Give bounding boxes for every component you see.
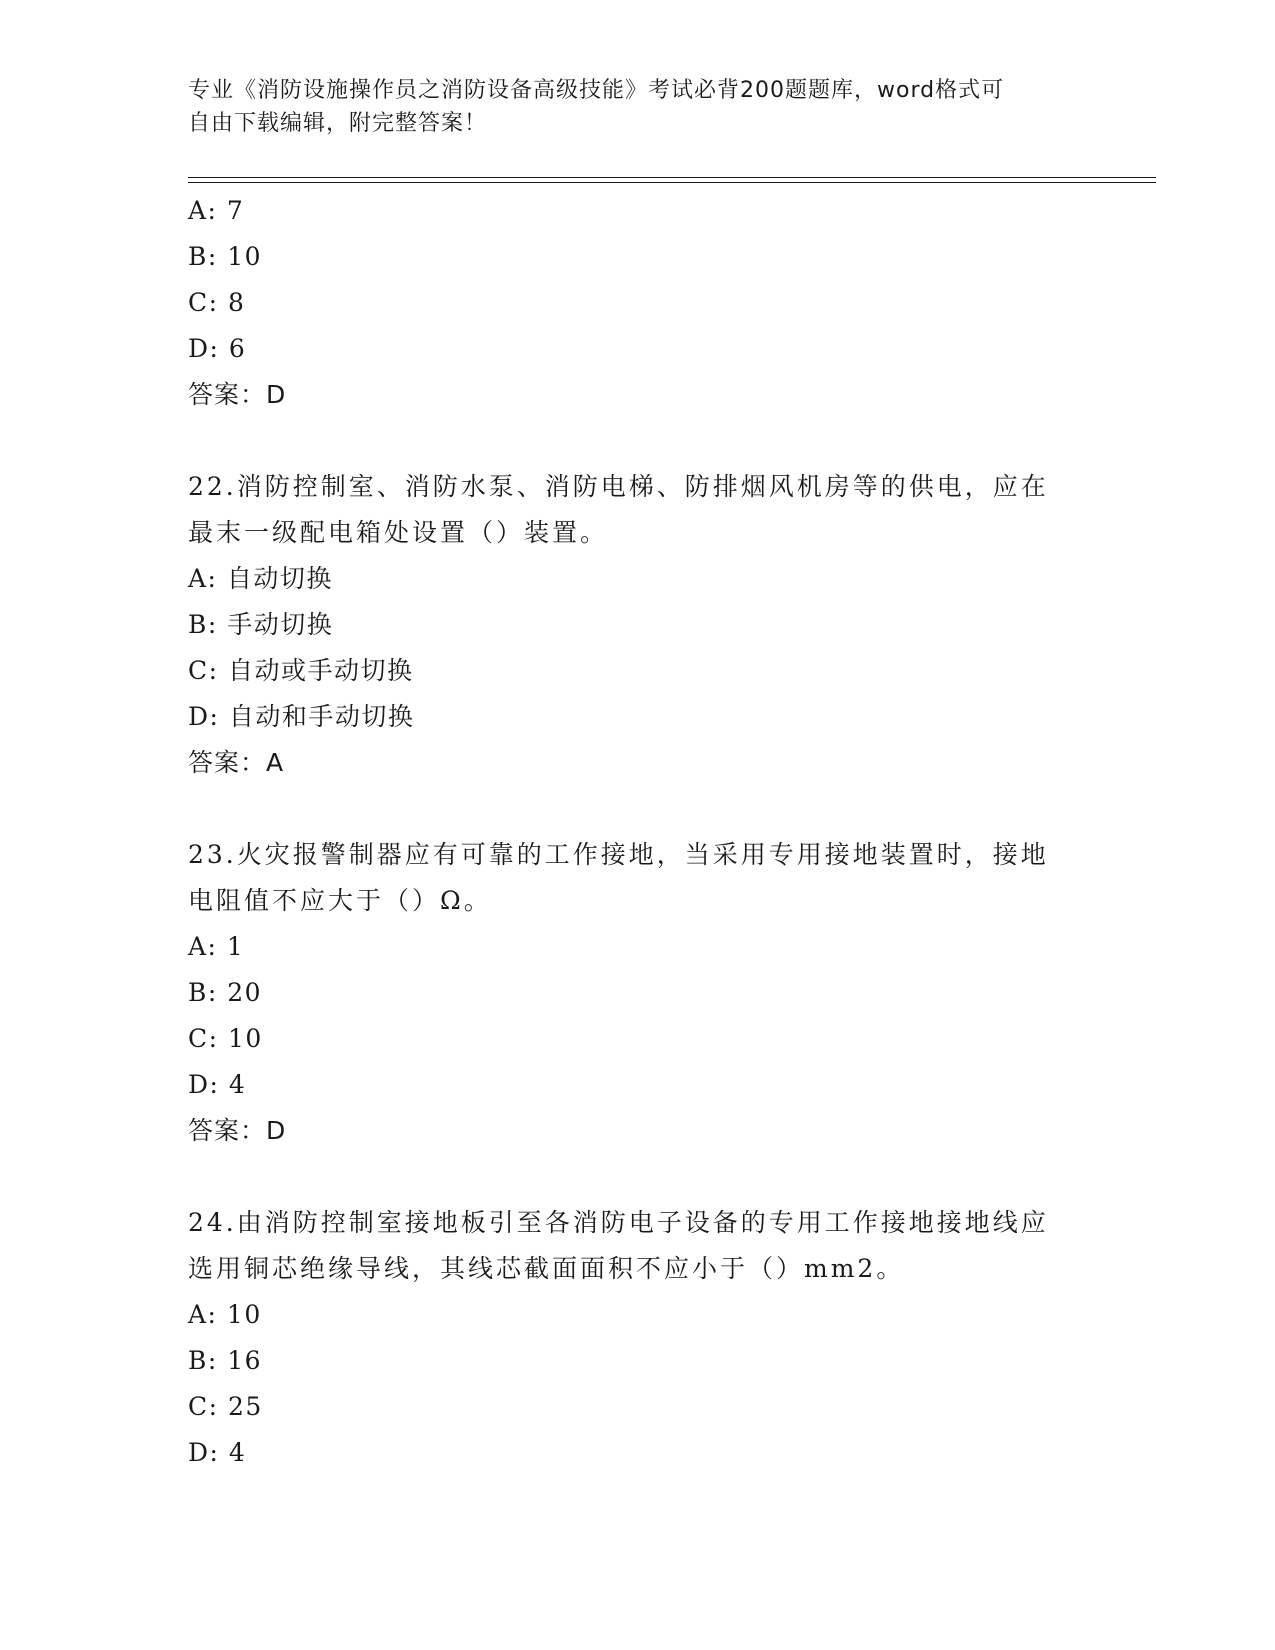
question-text-line-1: 24.由消防控制室接地板引至各消防电子设备的专用工作接地接地线应 [188, 1208, 1049, 1237]
question-text-line-2: 选用铜芯绝缘导线，其线芯截面面积不应小于（）mm2。 [188, 1254, 905, 1283]
answer: 答案：A [188, 748, 285, 777]
question-22 [188, 464, 1088, 786]
option-a: A: 自动切换 [188, 564, 333, 593]
option-b: B: 手动切换 [188, 610, 334, 639]
header-rule-bottom [188, 182, 1156, 183]
option-c: C: 10 [188, 1024, 263, 1053]
answer: 答案：D [188, 380, 287, 409]
document-body [188, 188, 1088, 1476]
option-d: D: 4 [188, 1070, 247, 1099]
option-b: B: 20 [188, 978, 263, 1007]
page-header [188, 74, 1068, 140]
option-d: D: 6 [188, 334, 247, 363]
header-line-1: 专业《消防设施操作员之消防设备高级技能》考试必背200题题库，word格式可 [188, 78, 1005, 103]
question-text-line-2: 最末一级配电箱处设置（）装置。 [188, 518, 609, 547]
question-23 [188, 832, 1088, 1154]
option-d: D: 4 [188, 1438, 247, 1467]
option-c: C: 8 [188, 288, 246, 317]
option-c: C: 25 [188, 1392, 263, 1421]
question-24 [188, 1200, 1088, 1476]
header-line-2: 自由下载编辑，附完整答案！ [188, 111, 488, 136]
option-d: D: 自动和手动切换 [188, 702, 415, 731]
option-a: A: 1 [188, 932, 245, 961]
answer: 答案：D [188, 1116, 287, 1145]
option-b: B: 10 [188, 242, 263, 271]
option-c: C: 自动或手动切换 [188, 656, 414, 685]
option-b: B: 16 [188, 1346, 263, 1375]
option-a: A: 7 [188, 196, 245, 225]
question-text-line-1: 22.消防控制室、消防水泵、消防电梯、防排烟风机房等的供电，应在 [188, 472, 1049, 501]
question-text-line-1: 23.火灾报警制器应有可靠的工作接地，当采用专用接地装置时，接地 [188, 840, 1049, 869]
option-a: A: 10 [188, 1300, 262, 1329]
question-21-options [188, 188, 1088, 418]
header-rule-top [188, 177, 1156, 178]
question-text-line-2: 电阻值不应大于（）Ω。 [188, 886, 492, 915]
